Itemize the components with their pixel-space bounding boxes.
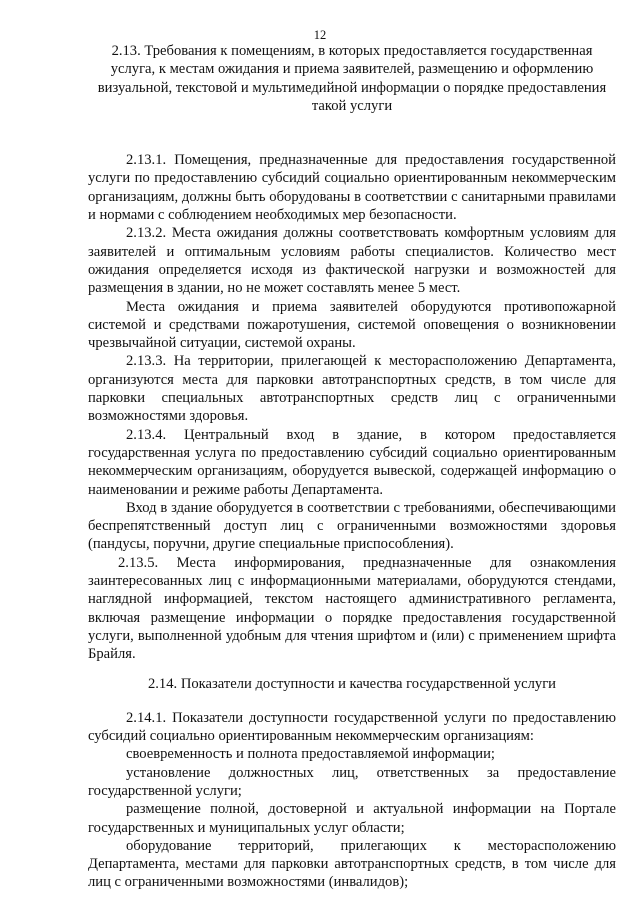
list-item-parking: оборудование территорий, прилегающих к месторасположению Департамента, местами для парковки автотранспортных средств, в том числе для лиц с ограниченными возможностями (инвалидов); xyxy=(88,837,616,891)
paragraph-2-13-2: 2.13.2. Места ожидания должны соответствовать комфортным условиям для заявителей и оптимальным условиям работы специалистов. Количество мест ожидания определяется исходя из фактической нагрузки и возможностей для размещения в здании, но не может составлять менее 5 мест. xyxy=(88,225,616,297)
paragraph-2-14-1: 2.14.1. Показатели доступности государственной услуги по предоставлению субсидий социально ориентированным некоммерческим организациям: xyxy=(88,709,616,745)
paragraph-2-13-3: 2.13.3. На территории, прилегающей к месторасположению Департамента, организуются места для парковки автотранспортных средств, в том числе для парковки специальных автотранспортных средств лиц с ограниченными возможностями здоровья. xyxy=(88,353,616,425)
section-heading-2-14: 2.14. Показатели доступности и качества государственной услуги xyxy=(147,675,556,692)
list-item-officials: установление должностных лиц, ответственных за предоставление государственной услуги; xyxy=(88,764,616,799)
paragraph-2-13-1: 2.13.1. Помещения, предназначенные для предоставления государственной услуги по предоставлению субсидий социально ориентированным некоммерческим организациям, должны быть оборудованы в соответствии с санитарными правилами и нормами с соблюдением необходимых мер безопасности. xyxy=(88,152,616,224)
paragraph-waiting-equipment: Места ожидания и приема заявителей оборудуются противопожарной системой и средствами пожаротушения, системой оповещения о возникновении чрезвычайной ситуации, системой охраны. xyxy=(88,298,616,352)
paragraph-entrance: Вход в здание оборудуется в соответствии с требованиями, обеспечивающими беспрепятственный доступ лиц с ограниченными возможностями здоровья (пандусы, поручни, другие специальные приспособления). xyxy=(88,499,616,553)
paragraph-2-13-5: 2.13.5. Места информирования, предназначенные для ознакомления заинтересованных лиц с информационными материалами, оборудуются стендами, наглядной информацией, текстом настоящего административного регламента, включая размещение информации о порядке предоставления государственной услуги, выполненной удобным для чтения шрифтом и (или) с применением шрифта Брайля. xyxy=(88,554,616,663)
paragraph-2-13-4: 2.13.4. Центральный вход в здание, в котором предоставляется государственная услуга по предоставлению субсидий социально ориентированным некоммерческим организациям, оборудуется вывеской, содержащей информацию о наименовании и режиме работы Департамента. xyxy=(88,426,616,498)
document-body xyxy=(88,42,616,892)
section-heading-2-13: 2.13. Требования к помещениям, в которых предоставляется государственная услуга, к местам ожидания и приема заявителей, размещению и оформлению визуальной, текстовой и мультимедийной информации о порядке предоставления такой услуги xyxy=(97,43,607,114)
list-item-portal-info: размещение полной, достоверной и актуальной информации на Портале государственных и муниципальных услуг области; xyxy=(88,801,616,836)
list-item-timeliness: своевременность и полнота предоставляемой информации; xyxy=(126,746,495,763)
page-number: 12 xyxy=(313,28,327,42)
